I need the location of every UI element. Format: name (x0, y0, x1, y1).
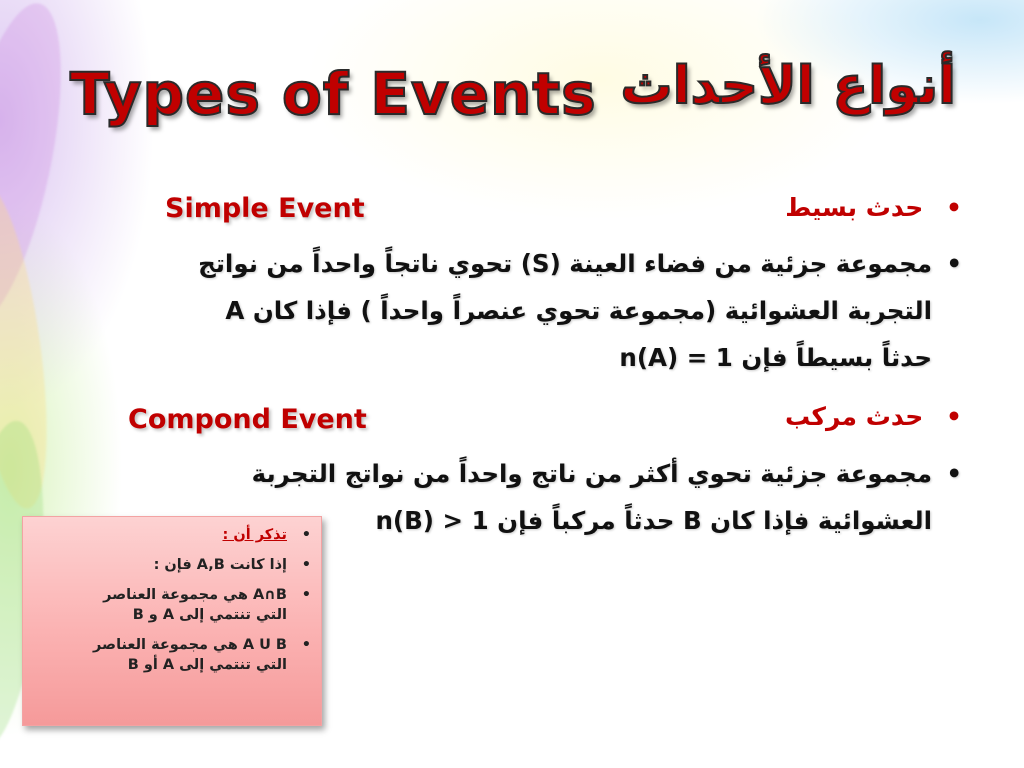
slide-title-english: Types of Events (70, 60, 597, 128)
simple-event-definition (198, 240, 962, 381)
definition-line-text: حدثاً بسيطاً فإن n(A) = 1 (619, 343, 932, 372)
reminder-note-content (26, 525, 311, 685)
simple-event-heading-english: Simple Event (165, 193, 365, 224)
note-line: التي تنتمي إلى A و B (132, 607, 287, 623)
simple-event-heading-text: حدث بسيط (785, 193, 924, 222)
definition-line-text: مجموعة جزئية تحوي أكثر من ناتج واحداً من نواتج التجربة (251, 459, 932, 488)
bullet-icon: • (946, 402, 962, 431)
note-item (26, 635, 311, 675)
definition-line (252, 450, 962, 497)
slide-title-arabic: أنواع الأحداث (620, 56, 956, 116)
bullet-icon: • (946, 459, 962, 488)
note-line: التي تنتمي إلى A أو B (127, 657, 287, 673)
definition-line-text: العشوائية فإذا كان B حدثاً مركباً فإن n(B) > 1 (375, 506, 932, 535)
bullet-icon: • (946, 249, 962, 278)
bullet-icon: • (301, 557, 311, 573)
note-item (26, 585, 311, 625)
note-line: إذا كانت A,B فإن : (153, 557, 287, 573)
definition-line-text: التجربة العشوائية (مجموعة تحوي عنصراً واحداً ) فإذا كان A (225, 296, 932, 325)
definition-line (198, 240, 962, 287)
definition-line-text: مجموعة جزئية من فضاء العينة (S) تحوي ناتجاً واحداً من نواتج (198, 249, 932, 278)
definition-line (252, 497, 962, 544)
reminder-note-box (22, 516, 322, 726)
note-line: A∩B هي مجموعة العناصر (103, 587, 287, 603)
note-item (26, 525, 311, 545)
compound-event-heading-english: Compond Event (128, 404, 367, 435)
bullet-icon: • (301, 527, 311, 543)
bullet-icon: • (301, 637, 311, 653)
bullet-icon: • (946, 193, 962, 222)
definition-line (198, 287, 962, 334)
note-line: A U B هي مجموعة العناصر (93, 637, 287, 653)
bullet-icon: • (301, 587, 311, 603)
simple-event-heading-arabic (785, 193, 962, 222)
compound-event-heading-text: حدث مركب (784, 402, 924, 431)
definition-line (198, 334, 962, 381)
compound-event-heading-arabic (785, 402, 962, 431)
note-title: تذكر أن : (222, 527, 287, 543)
note-item (26, 555, 311, 575)
compound-event-definition (252, 450, 962, 544)
